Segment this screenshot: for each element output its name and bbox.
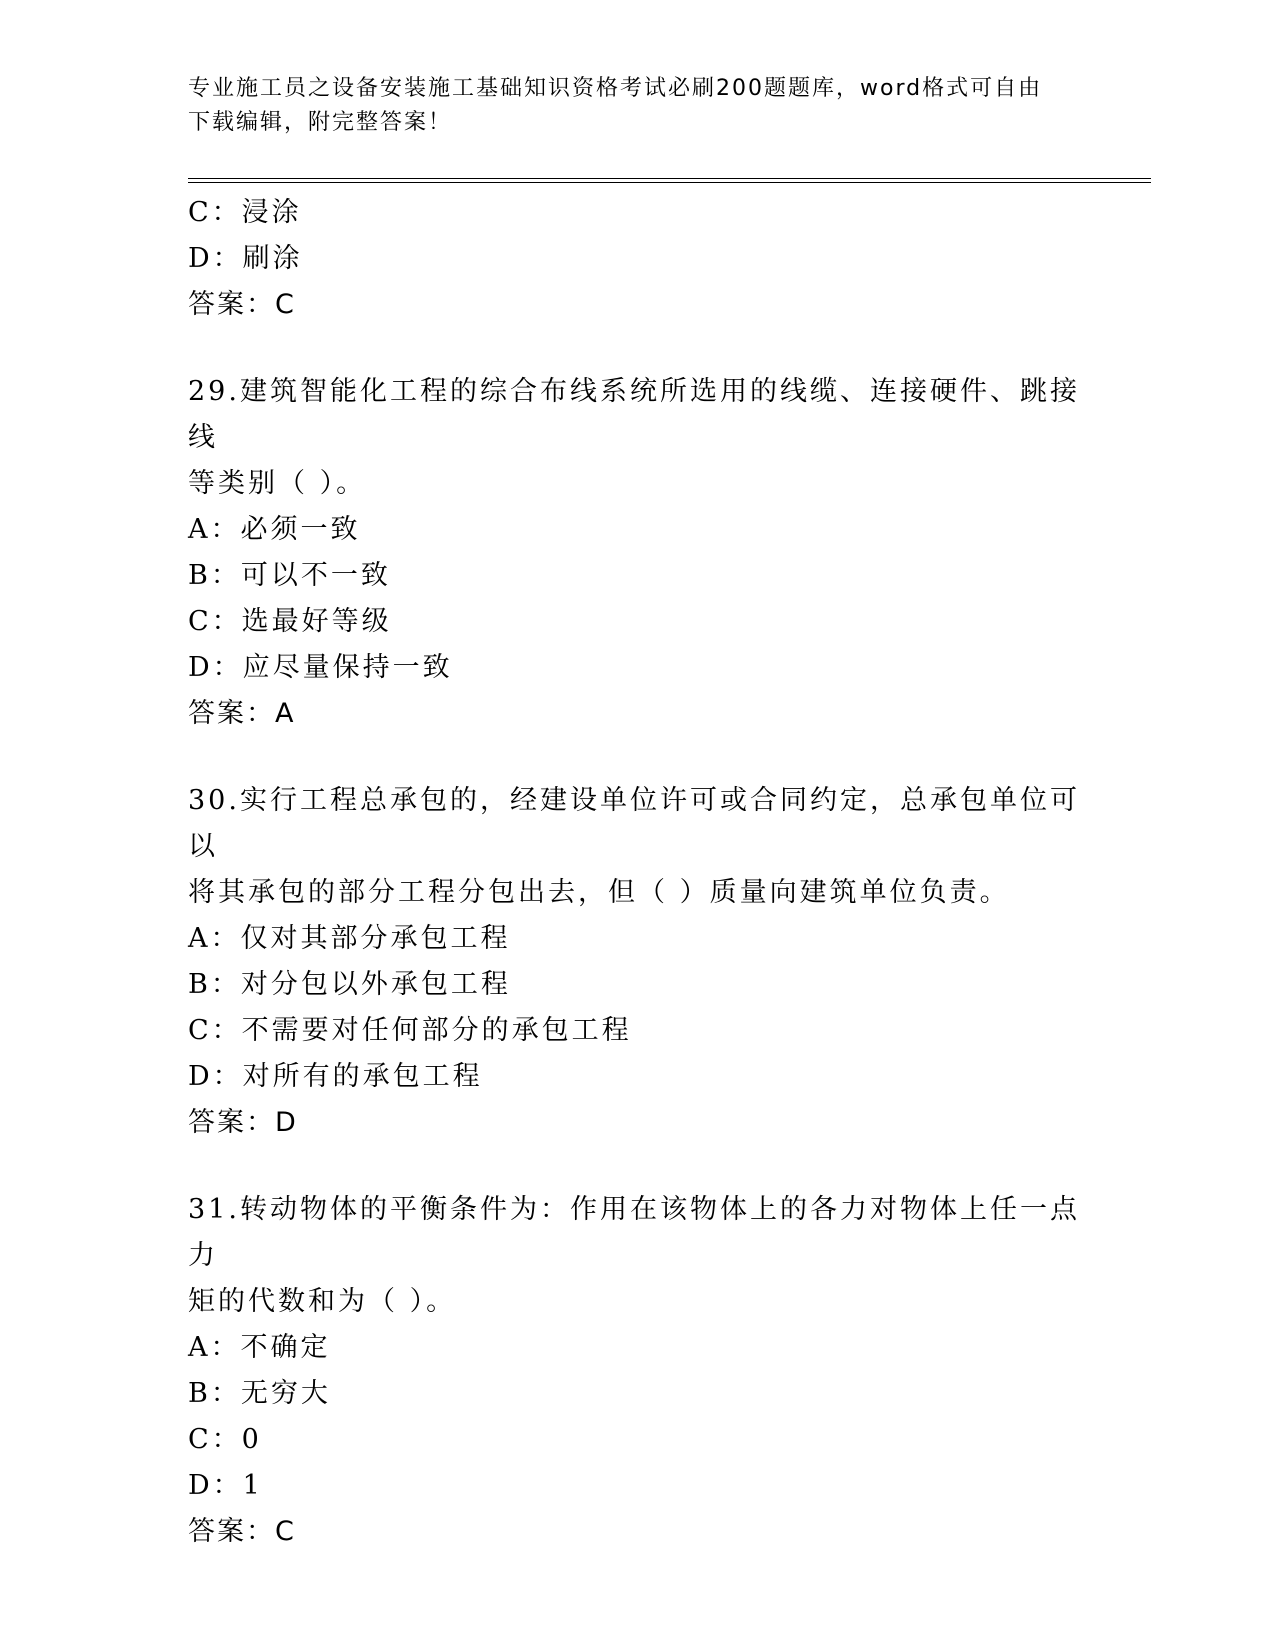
- question-stem-line-2: 将其承包的部分工程分包出去，但（ ）质量向建筑单位负责。: [188, 877, 1010, 908]
- question-stem-line-2: 等类别（ ）。: [188, 468, 367, 499]
- question-30: [188, 778, 1088, 1146]
- answer-line: 答案：C: [188, 289, 296, 320]
- question-stem-line-1: 30.实行工程总承包的，经建设单位许可或合同约定，总承包单位可以: [188, 785, 1080, 862]
- question-31: [188, 1187, 1088, 1555]
- header-line-2: 下载编辑，附完整答案！: [188, 110, 453, 135]
- header-line-1: 专业施工员之设备安装施工基础知识资格考试必刷200题题库，word格式可自由: [188, 76, 1043, 101]
- question-stem-line-1: 29.建筑智能化工程的综合布线系统所选用的线缆、连接硬件、跳接线: [188, 376, 1080, 453]
- option-d: D：刷涂: [188, 243, 303, 274]
- option-c: C：选最好等级: [188, 606, 392, 637]
- option-d: D：1: [188, 1470, 263, 1501]
- option-c: C：浸涂: [188, 197, 302, 228]
- question-stem: [188, 1187, 1088, 1325]
- question-29: [188, 369, 1088, 737]
- question-stem: [188, 369, 1088, 507]
- question-stem-line-1: 31.转动物体的平衡条件为：作用在该物体上的各力对物体上任一点力: [188, 1194, 1080, 1271]
- header-divider-top: [188, 178, 1151, 179]
- question-28-tail: [188, 190, 1088, 328]
- option-d: D：对所有的承包工程: [188, 1061, 483, 1092]
- answer-line: 答案：D: [188, 1107, 298, 1138]
- option-a: A：不确定: [188, 1332, 331, 1363]
- question-stem-line-2: 矩的代数和为（ ）。: [188, 1286, 457, 1317]
- answer-line: 答案：C: [188, 1516, 296, 1547]
- option-b: B：无穷大: [188, 1378, 331, 1409]
- option-b: B：对分包以外承包工程: [188, 969, 511, 1000]
- question-list: [188, 190, 1088, 1555]
- option-c: C：不需要对任何部分的承包工程: [188, 1015, 632, 1046]
- question-stem: [188, 778, 1088, 916]
- document-header: [188, 72, 1068, 140]
- answer-line: 答案：A: [188, 698, 296, 729]
- option-d: D：应尽量保持一致: [188, 652, 453, 683]
- option-c: C：0: [188, 1424, 262, 1455]
- option-a: A：必须一致: [188, 514, 361, 545]
- option-b: B：可以不一致: [188, 560, 391, 591]
- header-divider-bottom: [188, 182, 1151, 183]
- option-a: A：仅对其部分承包工程: [188, 923, 511, 954]
